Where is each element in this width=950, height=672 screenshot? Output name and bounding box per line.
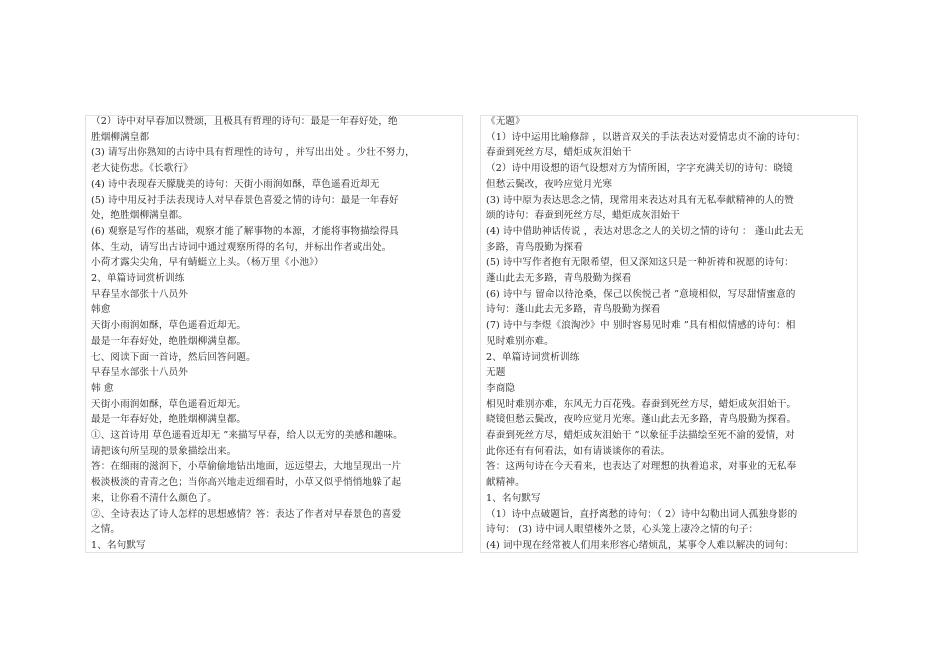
right-text-line: 1、名句默写 bbox=[486, 492, 541, 504]
left-text-line: (4) 诗中表现春天朦胧美的诗句：天街小雨润如酥，草色遥看近却无 bbox=[91, 178, 380, 190]
left-text-line: (6) 观察是写作的基础，观察才能了解事物的本源，才能将事物描绘得具 bbox=[91, 225, 399, 237]
left-text-line: 最是一年春好处，绝胜烟柳满皇都。 bbox=[91, 335, 247, 347]
left-text-line: 早春呈水部张十八员外 bbox=[91, 367, 188, 379]
right-text-line: 《无题》 bbox=[486, 116, 525, 127]
right-document-page bbox=[480, 115, 858, 553]
right-text-line: （1）诗中运用比喻修辞 ，以谐音双关的手法表达对爱情忠贞不渝的诗句： bbox=[486, 131, 806, 143]
left-text-line: 答：在细雨的滋润下，小草偷偷地钻出地面，远远望去，大地呈现出一片 bbox=[91, 461, 402, 473]
right-text-line: (4) 诗中借助神话传说 ，表达对思念之人的关切之情的诗句 ： 蓬山此去无 bbox=[486, 225, 804, 237]
right-text-line: 诗句： (3) 诗中词人眼望楼外之景，心头笼上凄冷之情的句子： bbox=[486, 524, 759, 536]
right-text-line: (3) 诗中原为表达思念之情，现常用来表达对具有无私奉献精神的人的赞 bbox=[486, 194, 794, 206]
left-document-page bbox=[85, 115, 463, 553]
left-text-line: 胜烟柳满皇都 bbox=[91, 131, 150, 143]
left-text-line: 极淡极淡的青青之色；当你高兴地走近细看时，小草又似乎悄悄地躲了起 bbox=[91, 477, 402, 489]
left-text-line: 来，让你看不清什么颜色了。 bbox=[91, 492, 218, 504]
right-text-line: 晓镜但愁云鬓改，夜吟应觉月光寒。蓬山此去无多路，青鸟殷勤为探看。 bbox=[486, 414, 797, 426]
left-text-line: 韩愈 bbox=[91, 304, 111, 316]
right-text-line: 但愁云鬓改，夜吟应觉月光寒 bbox=[486, 178, 613, 190]
left-text-line: ①、这首诗用 草色遥看近却无 ”来描写早春，给人以无穷的美感和趣味。 bbox=[91, 430, 403, 442]
right-text-line: 李商隐 bbox=[486, 382, 516, 394]
left-text-line: 七、阅读下面一首诗，然后回答问题。 bbox=[91, 351, 256, 363]
right-text-line: 答：这两句诗在今天看来，也表达了对理想的执着追求，对事业的无私奉 bbox=[486, 461, 797, 473]
right-text-line: 无题 bbox=[486, 367, 506, 379]
right-text-line: 见时难别亦难。 bbox=[486, 335, 554, 347]
left-text-column bbox=[91, 116, 458, 553]
right-text-line: 春蚕到死丝方尽，蜡炬成灰泪始干 bbox=[486, 147, 632, 159]
left-text-line: 老大徒伤悲。《长歌行》 bbox=[91, 163, 193, 175]
left-text-line: 之情。 bbox=[91, 524, 121, 536]
right-text-line: 2、单篇诗词赏析训练 bbox=[486, 351, 580, 363]
left-text-line: 2、单篇诗词赏析训练 bbox=[91, 273, 185, 285]
left-text-line: （2）诗中对早春加以赞颂，且极具有哲理的诗句：最是一年春好处，绝 bbox=[91, 116, 398, 127]
right-text-line: (7) 诗中与李煜《浪淘沙》中 别时容易见时难 ”具有相似情感的诗句：相 bbox=[486, 320, 796, 332]
left-text-line: 处，绝胜烟柳满皇都。 bbox=[91, 210, 188, 222]
right-text-line: 此你还有有何看法，如有请谈谈你的看法。 bbox=[486, 445, 671, 457]
left-text-line: 天街小雨润如酥，草色遥看近却无。 bbox=[91, 398, 247, 410]
left-text-line: 最是一年春好处，绝胜烟柳满皇都。 bbox=[91, 414, 247, 426]
right-text-line: 多路，青鸟殷勤为探看 bbox=[486, 241, 583, 253]
right-text-line: 诗句：蓬山此去无多路，青鸟殷勤为探看 bbox=[486, 304, 661, 316]
right-text-line: (4) 词中现在经常被人们用来形容心绪烦乱，某事令人难以解决的词句： bbox=[486, 539, 794, 551]
left-text-line: (3) 请写出你熟知的古诗中具有哲理性的诗句 ，并写出出处 。少壮不努力， bbox=[91, 147, 415, 159]
right-text-line: （2）诗中用设想的语气设想对方为情所困，字字充满关切的诗句：晓镜 bbox=[486, 163, 793, 175]
right-text-line: (5) 诗中写作者抱有无限希望，但又深知这只是一种祈祷和祝愿的诗句： bbox=[486, 257, 794, 269]
right-text-line: (6) 诗中与 留命以待沧桑，保己以俟悦己者 ”意境相似，写尽甜情蜜意的 bbox=[486, 288, 796, 300]
right-text-line: 春蚕到死丝方尽，蜡炬成灰泪始干 ”以象征手法描绘至死不渝的爱情，对 bbox=[486, 430, 795, 442]
right-text-line: 相见时难别亦难，东风无力百花残。春蚕到死丝方尽，蜡炬成灰泪始干。 bbox=[486, 398, 797, 410]
right-text-line: 颂的诗句：春蚕到死丝方尽，蜡炬成灰泪始干 bbox=[486, 210, 680, 222]
left-text-line: ②、全诗表达了诗人怎样的思想感情？答：表达了作者对早春景色的喜爱 bbox=[91, 508, 402, 520]
right-text-line: 蓬山此去无多路，青鸟殷勤为探看 bbox=[486, 273, 632, 285]
left-text-line: 小荷才露尖尖角，早有蜻蜓立上头。（杨万里《小池》） bbox=[91, 257, 324, 269]
right-text-line: （1）诗中点破题旨，直抒离愁的诗句：（ 2）诗中勾勒出词人孤独身影的 bbox=[486, 508, 798, 520]
left-text-line: 1、名句默写 bbox=[91, 539, 146, 551]
left-text-line: 韩 愈 bbox=[91, 382, 114, 394]
left-text-line: 早春呈水部张十八员外 bbox=[91, 288, 188, 300]
right-text-column bbox=[486, 116, 853, 553]
left-text-line: 体、生动，请写出古诗词中通过观察所得的名句，并标出作者或出处。 bbox=[91, 241, 392, 253]
right-text-line: 献精神。 bbox=[486, 477, 525, 489]
left-text-line: 请把该句所呈现的景象描绘出来。 bbox=[91, 445, 237, 457]
left-text-line: (5) 诗中用反衬手法表现诗人对早春景色喜爱之情的诗句：最是一年春好 bbox=[91, 194, 399, 206]
left-text-line: 天街小雨润如酥，草色遥看近却无。 bbox=[91, 320, 247, 332]
